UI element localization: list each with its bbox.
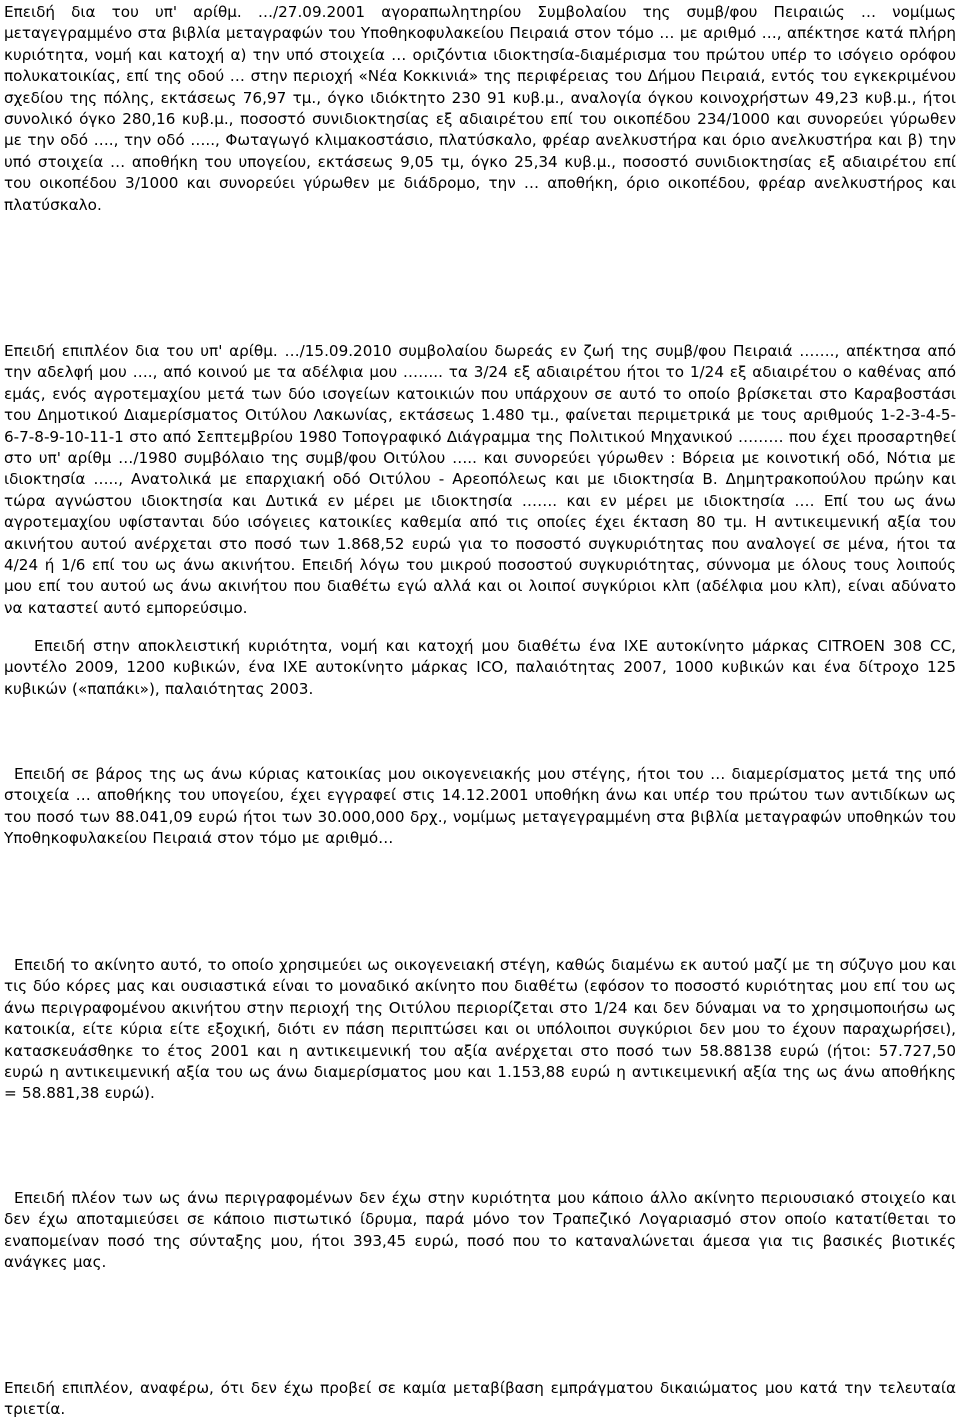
paragraph-family-residence: Επειδή το ακίνητο αυτό, το οποίο χρησιμεύει ως οικογενειακή στέγη, καθώς διαμένω εκ αυτού μαζί με τη σύζυγο μου και τις δύο κόρες μας και ουσιαστικά είναι το μοναδικό ακίνητο που διαθέτω (εφόσον το ποσοστό κυριότητας μου επί του ως άνω περιγραφομένου ακινήτου στην περιοχή της Οιτύλου περιορίζεται στο 1/24 και δεν δύναμαι να το χρησιμοποιήσω ως κατοικία, είτε κύρια είτε εξοχική, διότι εν πάση περιπτώσει και οι υπόλοιποι συγκύριοι δεν μου το έχουν παραχωρήσει), κατασκευάσθηκε το έτος 2001 και η αντικειμενική του αξία ανέρχεται στο ποσό των 58.88138 ευρώ (ήτοι: 57.727,50 ευρώ η αντικειμενική αξία του ως άνω διαμερίσματος μου και 1.153,88 ευρώ η αντικειμενική αξία της ως άνω αποθήκης = 58.881,38 ευρώ). (4, 956, 956, 1103)
paragraph-property-acquisition: Επειδή δια του υπ' αρίθμ. …/27.09.2001 αγοραπωλητηρίου Συμβολαίου της συμβ/φου Πειραιώς … νομίμως μεταγεγραμμένο στα βιβλία μεταγραφών του Υποθηκοφυλακείου Πειραιά στον τόμο … με αριθμό …, απέκτησε κατά πλήρη κυριότητα, νομή και κατοχή α) την υπό στοιχεία … οριζόντια ιδιοκτησία-διαμέρισμα του πρώτου υπέρ το ισόγειο ορόφου πολυκατοικίας, επί της οδού … στην περιοχή «Νέα Κοκκινιά» της περιφέρειας του Δήμου Πειραιά, εντός του εγκεκριμένου σχεδίου της πόλης, εκτάσεως 76,97 τμ., όγκο ιδιόκτητο 230 91 κυβ.μ., αναλογία όγκου κοινοχρήστων 49,23 κυβ.μ., ήτοι συνολικό όγκο 280,16 κυβ.μ., ποσοστό συνιδιοκτησίας εξ αδιαιρέτου επί του οικοπέδου 234/1000 και συνορεύει γύρωθεν με την οδό …., την οδό ….., Φωταγωγό κλιμακοστάσιο, πλατύσκαλο, φρέαρ ανελκυστήρα και όριο ανελκυστήρα και β) την υπό στοιχεία … αποθήκη του υπογείου, εκτάσεως 9,05 τμ, όγκο 25,34 κυβ.μ., ποσοστό συνιδιοκτησίας εξ αδιαιρέτου επί του οικοπέδου 3/1000 και συνορεύει γύρωθεν με διάδρομο, την … αποθήκη, όριο οικοπέδου, φρέαρ ανελκυστήρος και πλατύσκαλο. (4, 3, 956, 214)
paragraph-mortgage: Επειδή σε βάρος της ως άνω κύριας κατοικίας μου οικογενειακής μου στέγης, ήτοι του … διαμερίσματος μετά της υπό στοιχεία … αποθήκης του υπογείου, έχει εγγραφεί στις 14.12.2001 υποθήκη άνω και υπέρ του πρώτου των αντιδίκων ως του ποσό των 88.041,09 ευρώ ήτοι των 30.000,000 δρχ., νομίμως μεταγεγραμμένη στα βιβλία μεταγραφών υποθηκών του Υποθηκοφυλακείου Πειραιά στον τόμο με αριθμό… (4, 765, 956, 848)
paragraph-vehicles: Επειδή στην αποκλειστική κυριότητα, νομή και κατοχή μου διαθέτω ένα ΙΧΕ αυτοκίνητο μάρκας CITROEN 308 CC, μοντέλο 2009, 1200 κυβικών, ένα ΙΧΕ αυτοκίνητο μάρκας ICO, παλαιότητας 2007, 1000 κυβικών και ένα δίτροχο 125 κυβικών («παπάκι»), παλαιότητας 2003. (4, 637, 956, 698)
paragraph-no-transfers: Επειδή επιπλέον, αναφέρω, ότι δεν έχω προβεί σε καμία μεταβίβαση εμπράγματου δικαιώματος μου κατά την τελευταία τριετία. (4, 1379, 956, 1419)
paragraph-donation-agricultural-plot: Επειδή επιπλέον δια του υπ' αρίθμ. …/15.09.2010 συμβολαίου δωρεάς εν ζωή της συμβ/φου Πειραιά ……., απέκτησα από την αδελφή μου …., από κοινού με τα αδέλφια μου …….. τα 3/24 εξ αδιαιρέτου ήτοι το 1/24 εξ αδιαιρέτου ο καθένας από εμάς, ενός αγροτεμαχίου μετά των δύο ισογείων κατοικιών που υπάρχουν σε αυτό το οποίο βρίσκεται στο Καραβοστάσι του Δημοτικού Διαμερίσματος Οιτύλου Λακωνίας, εκτάσεως 1.480 τμ., φαίνεται περιμετρικά με τους αριθμούς 1-2-3-4-5-6-7-8-9-10-11-1 στο από Σεπτεμβρίου 1980 Τοπογραφικό Διάγραμμα της Πολιτικού Μηχανικού ……… που έχει προσαρτηθεί στο υπ' αρίθμ …/1980 συμβόλαιο της συμβ/φου Οιτύλου ….. και συνορεύει γύρωθεν : Βόρεια με κοινοτική οδό, Νότια με ιδιοκτησία ….., Ανατολικά με επαρχιακή οδό Οιτύλου - Αρεοπόλεως και με ιδιοκτησία Β. Δημητρακοπούλου πρώην και τώρα αγνώστου ιδιοκτησία και Δυτικά εν μέρει με ιδιοκτησία ……. και εν μέρει με ιδιοκτησία …. Επί του ως άνω αγροτεμαχίου υφίστανται δύο ισόγειες κατοικίες καθεμία από τις οποίες έχει έκταση 80 τμ. Η αντικειμενική αξία του ακινήτου αυτού ανέρχεται στο ποσό των 1.868,52 ευρώ για το ποσοστό συγκυριότητας που αναλογεί σε μένα, ήτοι τα 4/24 ή 1/6 επί του ως άνω ακινήτου. Επειδή λόγω του μικρού ποσοστού συγκυριότητας, σύννομα με όλους τους λοιπούς μου επί του αυτού ως άνω ακινήτου που διαθέτω εγώ αλλά και οι λοιποί συγκύριοι κλπ (αδέλφια μου κλπ), είναι αδύνατο να καταστεί αυτό εμπορεύσιμο. (4, 342, 956, 617)
paragraph-bank-account: Επειδή πλέον των ως άνω περιγραφομένων δεν έχω στην κυριότητα μου κάποιο άλλο ακίνητο περιουσιακό στοιχείο και δεν έχω αποταμιεύσει σε κάποιο πιστωτικό ίδρυμα, παρά μόνο τον Τραπεζικό Λογαριασμό στον οποίο κατατίθεται το εναπομείναν ποσό της σύνταξης μου, ήτοι 393,45 ευρώ, ποσό που το καταναλώνεται άμεσα για τις βασικές βιοτικές ανάγκες μας. (4, 1189, 956, 1272)
